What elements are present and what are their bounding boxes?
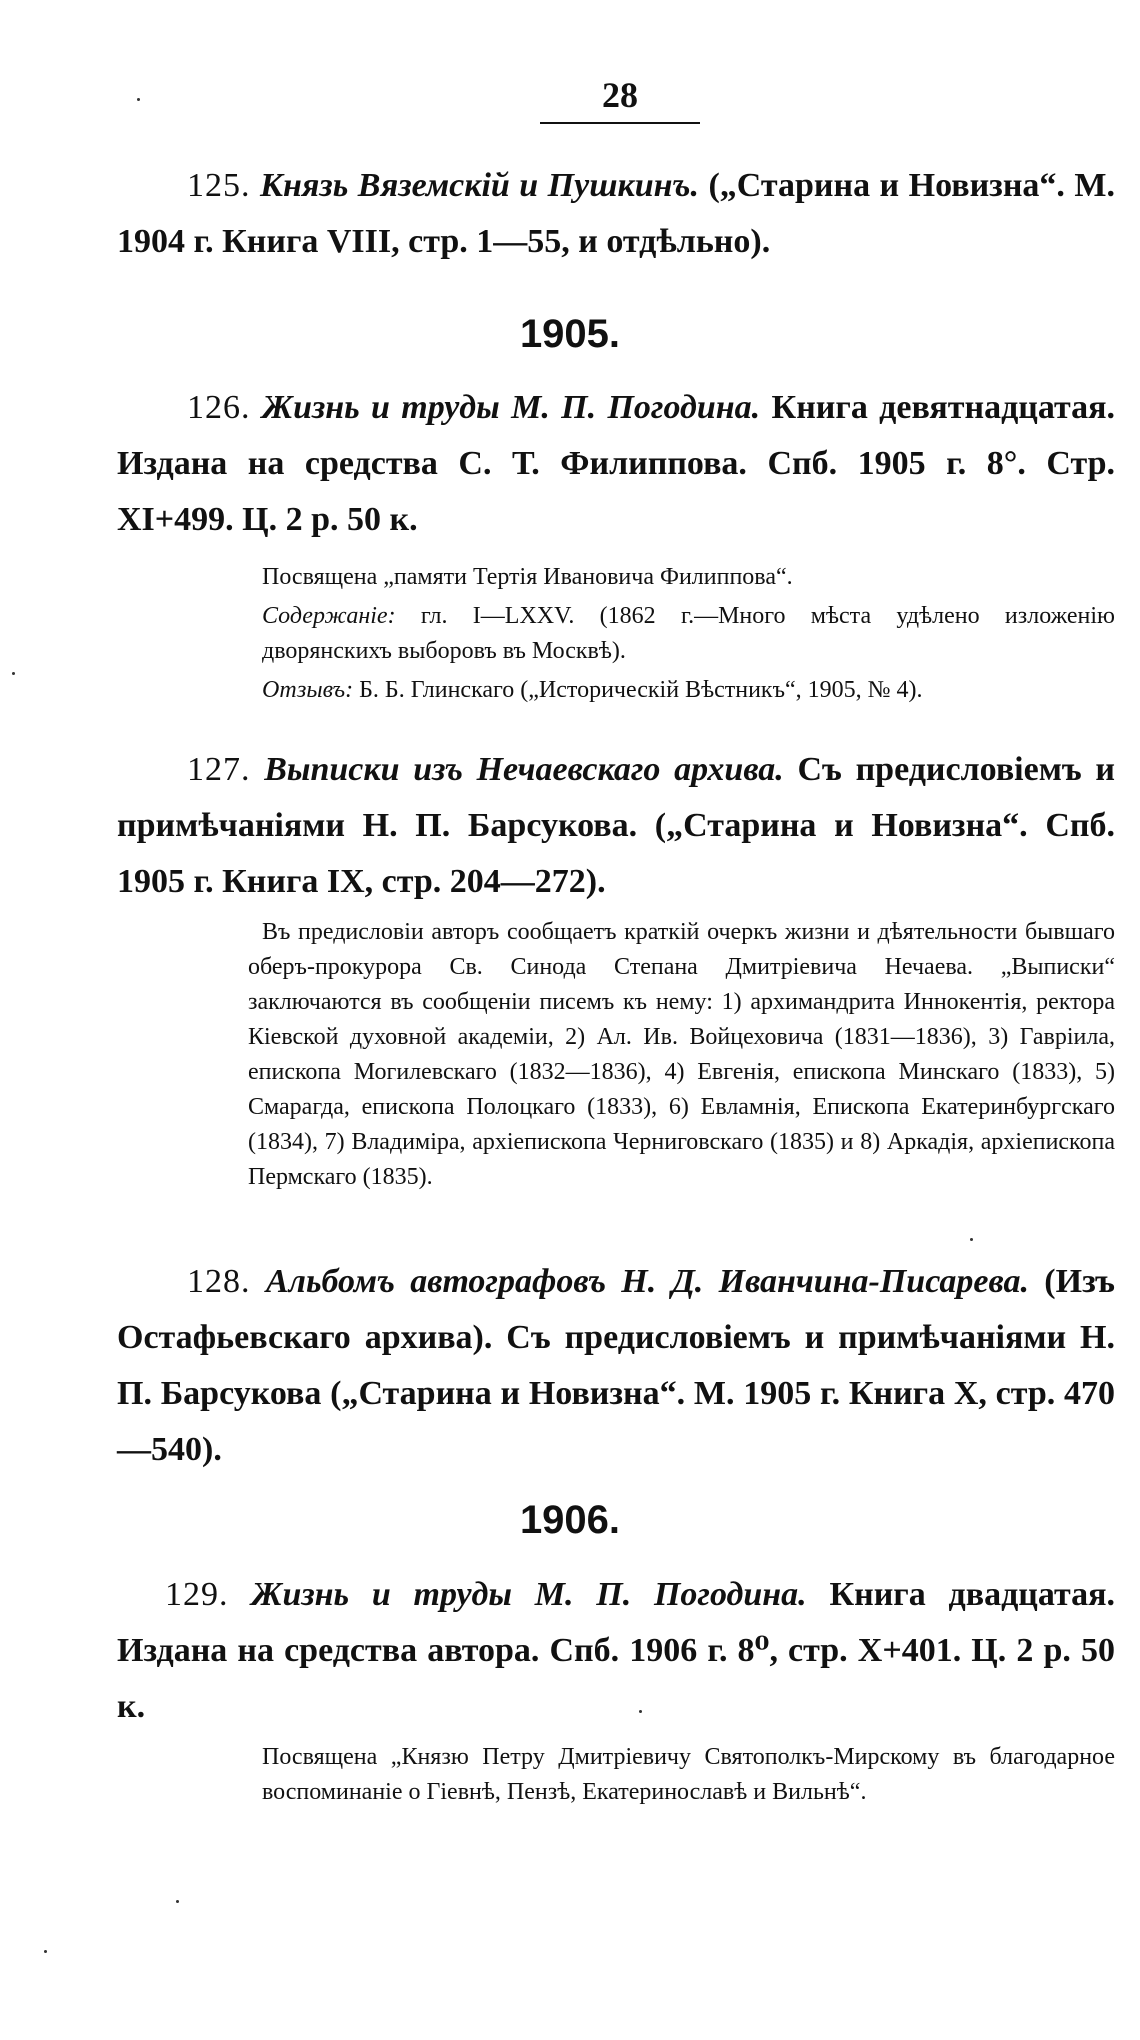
scan-speck bbox=[970, 1238, 973, 1241]
note-review bbox=[262, 673, 1115, 708]
note-label: Отзывъ: bbox=[262, 677, 354, 703]
note-text: Б. Б. Глинскаго („Историческій Вѣстникъ“, 1905, № 4). bbox=[353, 677, 923, 703]
entry-text: Книга девятнадцатая. Издана на средства С. Т. Филиппова. Спб. 1905 г. 8°. Стр. XI+499. Ц. 2 р. 50 к. bbox=[117, 389, 1115, 538]
entry-text: Съ предисловіемъ и примѣчаніями Н. П. Барсукова. („Старина и Новизна“. Спб. 1905 г. Книга IX, стр. 204—272). bbox=[117, 751, 1115, 900]
entry-125 bbox=[117, 158, 1115, 270]
scan-speck bbox=[44, 1950, 47, 1953]
entry-number: 128. bbox=[187, 1263, 251, 1300]
note-127 bbox=[248, 915, 1115, 1195]
note-contents bbox=[262, 599, 1115, 669]
entry-126 bbox=[117, 380, 1115, 548]
entry-number: 126. bbox=[187, 389, 251, 426]
entry-title: Князь Вяземскій и Пушкинъ. bbox=[259, 167, 699, 204]
entry-title: Выписки изъ Нечаевскаго архива. bbox=[264, 751, 784, 788]
entry-128 bbox=[117, 1254, 1115, 1478]
entry-title: Альбомъ автографовъ Н. Д. Иванчина-Писарева. bbox=[265, 1263, 1029, 1300]
entry-number: 127. bbox=[187, 751, 251, 788]
entry-title: Жизнь и труды М. П. Погодина. bbox=[251, 1576, 807, 1613]
year-heading-1905: 1905. bbox=[519, 312, 621, 356]
entry-129 bbox=[117, 1567, 1115, 1735]
scan-speck bbox=[176, 1900, 179, 1903]
scan-speck bbox=[639, 1710, 642, 1713]
note-label: Содержаніе: bbox=[262, 603, 396, 629]
note-dedication: Посвящена „памяти Тертія Ивановича Филиппова“. bbox=[262, 564, 793, 590]
entry-text: (Изъ Остафьевскаго архива). Съ предисловіемъ и примѣчаніями Н. П. Барсукова („Старина и Новизна“. М. 1905 г. Книга X, стр. 470—540). bbox=[117, 1263, 1115, 1468]
entry-127 bbox=[117, 742, 1115, 910]
entry-number: 129. bbox=[165, 1576, 229, 1613]
entry-text: („Старина и Новизна“. М. 1904 г. Книга VIII, стр. 1—55, и отдѣльно). bbox=[117, 167, 1115, 260]
scan-speck bbox=[137, 98, 140, 101]
note-text: Въ предисловіи авторъ сообщаетъ краткій очеркъ жизни и дѣятельности бывшаго оберъ-прокурора Св. Синода Степана Дмитріевича Нечаева. „Выписки“ заключаются въ сообщеніи писемъ къ нему: 1) архимандрита Иннокентія, ректора Кіевской духовной академіи, 2) Ал. Ив. Войцеховича (1831—1836), 3) Гаврiила, епископа Могилевскаго (1832—1836), 4) Евгенія, епископа Минскаго (1833), 5) Смарагда, епископа Полоцкаго (1833), 6) Евламнія, Епископа Екатеринбургскаго (1834), 7) Владиміра, архіепископа Черниговскаго (1835) и 8) Аркадія, архіепископа Пермскаго (1835). bbox=[248, 919, 1115, 1190]
year-heading-1906: 1906. bbox=[519, 1498, 621, 1542]
note-text: Посвящена „Князю Петру Дмитріевичу Святополкъ-Мирскому въ благодарное воспоминаніе о Гіевнѣ, Пензѣ, Екатеринославѣ и Вильнѣ“. bbox=[262, 1744, 1115, 1805]
entry-number: 125. bbox=[187, 167, 251, 204]
page-number: 28 bbox=[602, 75, 638, 115]
entry-text: Книга двадцатая. Издана на средства автора. Спб. 1906 г. 8⁰, стр. X+401. Ц. 2 р. 50 к. bbox=[117, 1576, 1115, 1725]
entry-title: Жизнь и труды М. П. Погодина. bbox=[261, 389, 761, 426]
note-126 bbox=[262, 560, 1115, 708]
page-number-rule bbox=[540, 122, 700, 124]
note-129 bbox=[262, 1740, 1115, 1810]
scan-speck bbox=[12, 672, 15, 675]
note-text: гл. I—LXXV. (1862 г.—Много мѣста удѣлено изложенію дворянскихъ выборовъ въ Москвѣ). bbox=[262, 603, 1115, 664]
